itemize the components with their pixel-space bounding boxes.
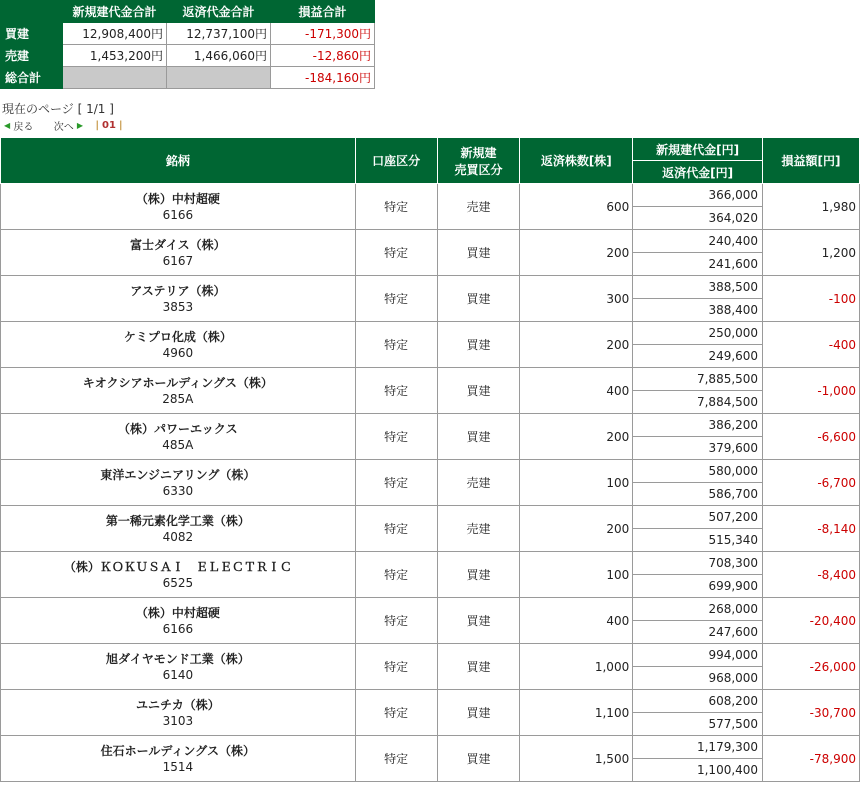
stock-name[interactable]: 第一稀元素化学工業（株） <box>105 513 250 528</box>
new-amount: 366,000 <box>633 184 763 207</box>
account-type: 特定 <box>355 644 437 690</box>
table-row <box>1 506 860 529</box>
account-type: 特定 <box>355 184 437 230</box>
table-row <box>1 322 860 345</box>
profit-loss: -400 <box>763 322 860 368</box>
table-row <box>1 184 860 207</box>
stock-code: 3853 <box>162 299 194 314</box>
account-type: 特定 <box>355 736 437 782</box>
summary-row-buy <box>1 23 375 45</box>
summary-header-row <box>1 1 375 23</box>
return-amount: 586,700 <box>633 483 763 506</box>
trade-side: 買建 <box>437 414 520 460</box>
stock-name[interactable]: ケミプロ化成（株） <box>123 329 232 344</box>
return-qty: 100 <box>520 552 633 598</box>
trade-side: 買建 <box>437 598 520 644</box>
return-qty: 400 <box>520 598 633 644</box>
summary-new-total: 12,908,400円 <box>63 23 167 45</box>
profit-loss: 1,200 <box>763 230 860 276</box>
summary-grand-pl: -184,160円 <box>271 67 375 89</box>
summary-row-sell <box>1 45 375 67</box>
positions-table <box>0 137 860 782</box>
triangle-left-icon: ◀ <box>4 121 11 130</box>
new-amount: 507,200 <box>633 506 763 529</box>
account-type: 特定 <box>355 506 437 552</box>
stock-name[interactable]: （株）中村超硬 <box>135 191 220 206</box>
header-side <box>437 138 520 184</box>
stock-name[interactable]: 旭ダイヤモンド工業（株） <box>105 651 250 666</box>
trade-side: 売建 <box>437 506 520 552</box>
table-header-row <box>1 138 860 161</box>
stock-cell <box>1 506 356 552</box>
summary-header-blank <box>1 1 63 23</box>
new-amount: 580,000 <box>633 460 763 483</box>
account-type: 特定 <box>355 598 437 644</box>
account-type: 特定 <box>355 322 437 368</box>
table-row <box>1 598 860 621</box>
stock-name[interactable]: アステリア（株） <box>130 283 226 298</box>
profit-loss: 1,980 <box>763 184 860 230</box>
stock-code: 285A <box>162 391 194 406</box>
table-row <box>1 736 860 759</box>
stock-cell <box>1 414 356 460</box>
profit-loss: -30,700 <box>763 690 860 736</box>
profit-loss: -100 <box>763 276 860 322</box>
return-qty: 100 <box>520 460 633 506</box>
header-side-line2: 売買区分 <box>454 162 503 177</box>
stock-cell <box>1 552 356 598</box>
stock-code: 6166 <box>162 207 194 222</box>
stock-code: 6167 <box>162 253 194 268</box>
table-row <box>1 690 860 713</box>
stock-name[interactable]: 富士ダイス（株） <box>130 237 226 252</box>
return-amount: 968,000 <box>633 667 763 690</box>
return-amount: 7,884,500 <box>633 391 763 414</box>
return-amount: 364,020 <box>633 207 763 230</box>
pager-divider: | <box>119 120 123 131</box>
summary-pl: -12,860円 <box>271 45 375 67</box>
stock-cell <box>1 644 356 690</box>
stock-cell <box>1 184 356 230</box>
account-type: 特定 <box>355 552 437 598</box>
table-row <box>1 276 860 299</box>
pager <box>4 118 122 132</box>
account-type: 特定 <box>355 414 437 460</box>
profit-loss: -6,700 <box>763 460 860 506</box>
stock-code: 6140 <box>162 667 194 682</box>
new-amount: 708,300 <box>633 552 763 575</box>
return-qty: 600 <box>520 184 633 230</box>
trade-side: 買建 <box>437 322 520 368</box>
summary-row-label: 総合計 <box>1 67 63 89</box>
summary-header-new-total: 新規建代金合計 <box>63 1 167 23</box>
return-qty: 200 <box>520 506 633 552</box>
summary-header-return-total: 返済代金合計 <box>167 1 271 23</box>
return-amount: 577,500 <box>633 713 763 736</box>
summary-row-label: 売建 <box>1 45 63 67</box>
new-amount: 7,885,500 <box>633 368 763 391</box>
stock-code: 1514 <box>162 759 194 774</box>
return-amount: 1,100,400 <box>633 759 763 782</box>
new-amount: 386,200 <box>633 414 763 437</box>
profit-loss: -6,600 <box>763 414 860 460</box>
pager-divider: | <box>95 120 99 131</box>
trade-side: 買建 <box>437 368 520 414</box>
header-return-amount: 返済代金[円] <box>633 161 763 184</box>
trade-side: 買建 <box>437 736 520 782</box>
table-row <box>1 368 860 391</box>
return-qty: 200 <box>520 322 633 368</box>
stock-name[interactable]: ユニチカ（株） <box>135 697 220 712</box>
table-row <box>1 460 860 483</box>
stock-cell <box>1 276 356 322</box>
pager-current-page[interactable]: 01 <box>102 120 116 131</box>
new-amount: 388,500 <box>633 276 763 299</box>
stock-name[interactable]: （株）中村超硬 <box>135 605 220 620</box>
new-amount: 250,000 <box>633 322 763 345</box>
profit-loss: -8,140 <box>763 506 860 552</box>
header-new-amount: 新規建代金[円] <box>633 138 763 161</box>
stock-name[interactable]: キオクシアホールディングス（株） <box>82 375 273 390</box>
return-qty: 300 <box>520 276 633 322</box>
summary-return-total: 12,737,100円 <box>167 23 271 45</box>
stock-name[interactable]: （株）パワーエックス <box>118 421 238 436</box>
header-name: 銘柄 <box>1 138 356 184</box>
header-side-line1: 新規建 <box>460 145 497 160</box>
new-amount: 1,179,300 <box>633 736 763 759</box>
stock-code: 485A <box>162 437 194 452</box>
return-amount: 249,600 <box>633 345 763 368</box>
stock-name[interactable]: （株）ＫＯＫＵＳＡＩ ＥＬＥＣＴＲＩＣ <box>63 559 292 574</box>
table-row <box>1 552 860 575</box>
trade-side: 買建 <box>437 690 520 736</box>
page-indicator: 現在のページ [ 1/1 ] <box>2 102 114 116</box>
trade-side: 買建 <box>437 644 520 690</box>
account-type: 特定 <box>355 230 437 276</box>
header-account: 口座区分 <box>355 138 437 184</box>
new-amount: 608,200 <box>633 690 763 713</box>
return-amount: 379,600 <box>633 437 763 460</box>
summary-return-total: 1,466,060円 <box>167 45 271 67</box>
table-row <box>1 414 860 437</box>
table-row <box>1 230 860 253</box>
header-qty: 返済株数[株] <box>520 138 633 184</box>
return-qty: 1,500 <box>520 736 633 782</box>
stock-code: 4960 <box>162 345 194 360</box>
stock-cell <box>1 322 356 368</box>
return-amount: 247,600 <box>633 621 763 644</box>
stock-code: 3103 <box>162 713 194 728</box>
summary-table <box>0 0 375 89</box>
header-pl: 損益額[円] <box>763 138 860 184</box>
profit-loss: -20,400 <box>763 598 860 644</box>
return-amount: 388,400 <box>633 299 763 322</box>
profit-loss: -78,900 <box>763 736 860 782</box>
stock-name[interactable]: 住石ホールディングス（株） <box>100 743 256 758</box>
new-amount: 994,000 <box>633 644 763 667</box>
stock-cell <box>1 598 356 644</box>
summary-empty-cell <box>167 67 271 89</box>
profit-loss: -26,000 <box>763 644 860 690</box>
account-type: 特定 <box>355 460 437 506</box>
pager-back-link[interactable]: 戻る <box>13 122 34 133</box>
return-amount: 241,600 <box>633 253 763 276</box>
summary-row-grand-total <box>1 67 375 89</box>
triangle-right-icon: ▶ <box>76 121 84 130</box>
stock-code: 6525 <box>162 575 194 590</box>
return-qty: 1,100 <box>520 690 633 736</box>
account-type: 特定 <box>355 690 437 736</box>
summary-pl: -171,300円 <box>271 23 375 45</box>
return-qty: 200 <box>520 230 633 276</box>
pager-next-link[interactable]: 次へ <box>53 122 74 133</box>
stock-cell <box>1 736 356 782</box>
trade-side: 売建 <box>437 460 520 506</box>
return-amount: 699,900 <box>633 575 763 598</box>
summary-row-label: 買建 <box>1 23 63 45</box>
stock-cell <box>1 690 356 736</box>
stock-code: 6330 <box>162 483 194 498</box>
stock-code: 6166 <box>162 621 194 636</box>
return-amount: 515,340 <box>633 529 763 552</box>
summary-header-pl: 損益合計 <box>271 1 375 23</box>
trade-side: 売建 <box>437 184 520 230</box>
summary-empty-cell <box>63 67 167 89</box>
table-row <box>1 644 860 667</box>
new-amount: 240,400 <box>633 230 763 253</box>
return-qty: 200 <box>520 414 633 460</box>
account-type: 特定 <box>355 276 437 322</box>
stock-code: 4082 <box>162 529 194 544</box>
trade-side: 買建 <box>437 276 520 322</box>
trade-side: 買建 <box>437 552 520 598</box>
stock-cell <box>1 368 356 414</box>
profit-loss: -8,400 <box>763 552 860 598</box>
new-amount: 268,000 <box>633 598 763 621</box>
table-body <box>1 184 860 782</box>
return-qty: 1,000 <box>520 644 633 690</box>
stock-name[interactable]: 東洋エンジニアリング（株） <box>100 467 256 482</box>
trade-side: 買建 <box>437 230 520 276</box>
summary-new-total: 1,453,200円 <box>63 45 167 67</box>
return-qty: 400 <box>520 368 633 414</box>
account-type: 特定 <box>355 368 437 414</box>
profit-loss: -1,000 <box>763 368 860 414</box>
stock-cell <box>1 230 356 276</box>
stock-cell <box>1 460 356 506</box>
